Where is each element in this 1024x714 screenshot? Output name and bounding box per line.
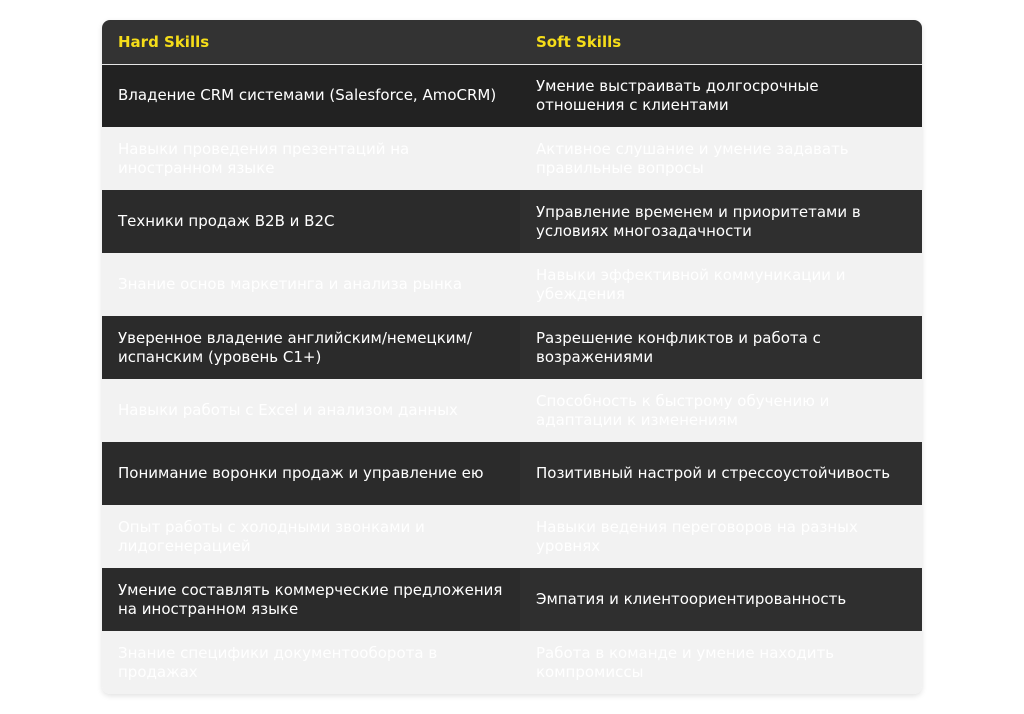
soft-skill-cell: Позитивный настрой и стрессоустойчивость xyxy=(520,442,922,505)
hard-skill-cell: Умение составлять коммерческие предложения на иностранном языке xyxy=(102,568,520,631)
soft-skill-cell: Эмпатия и клиентоориентированность xyxy=(520,568,922,631)
skills-table xyxy=(102,20,922,694)
hard-skill-cell: Техники продаж B2B и B2C xyxy=(102,190,520,253)
soft-skill-cell: Способность к быстрому обучению и адаптации к изменениям xyxy=(520,379,922,442)
hard-skill-cell: Знание основ маркетинга и анализа рынка xyxy=(102,253,520,316)
soft-skill-cell: Навыки ведения переговоров на разных уровнях xyxy=(520,505,922,568)
soft-skill-cell: Умение выстраивать долгосрочные отношения с клиентами xyxy=(520,64,922,127)
soft-skill-cell: Работа в команде и умение находить компромиссы xyxy=(520,631,922,694)
soft-skill-cell: Навыки эффективной коммуникации и убеждения xyxy=(520,253,922,316)
header-hard-skills: Hard Skills xyxy=(102,20,520,64)
hard-skill-cell: Владение CRM системами (Salesforce, AmoCRM) xyxy=(102,64,520,127)
table-row xyxy=(102,379,922,442)
soft-skill-cell: Активное слушание и умение задавать правильные вопросы xyxy=(520,127,922,190)
hard-skill-cell: Навыки проведения презентаций на иностранном языке xyxy=(102,127,520,190)
hard-skill-cell: Понимание воронки продаж и управление ею xyxy=(102,442,520,505)
skills-table-container xyxy=(102,20,922,694)
soft-skill-cell: Управление временем и приоритетами в условиях многозадачности xyxy=(520,190,922,253)
hard-skill-cell: Опыт работы с холодными звонками и лидогенерацией xyxy=(102,505,520,568)
soft-skill-cell: Разрешение конфликтов и работа с возражениями xyxy=(520,316,922,379)
table-row xyxy=(102,631,922,694)
table-row xyxy=(102,442,922,505)
table-row xyxy=(102,64,922,127)
hard-skill-cell: Знание специфики документооборота в продажах xyxy=(102,631,520,694)
table-row xyxy=(102,190,922,253)
table-row xyxy=(102,505,922,568)
table-header xyxy=(102,20,922,64)
table-row xyxy=(102,253,922,316)
header-row xyxy=(102,20,922,64)
table-row xyxy=(102,127,922,190)
hard-skill-cell: Навыки работы с Excel и анализом данных xyxy=(102,379,520,442)
table-row xyxy=(102,316,922,379)
table-row xyxy=(102,568,922,631)
table-body xyxy=(102,64,922,694)
hard-skill-cell: Уверенное владение английским/немецким/испанским (уровень C1+) xyxy=(102,316,520,379)
header-soft-skills: Soft Skills xyxy=(520,20,922,64)
